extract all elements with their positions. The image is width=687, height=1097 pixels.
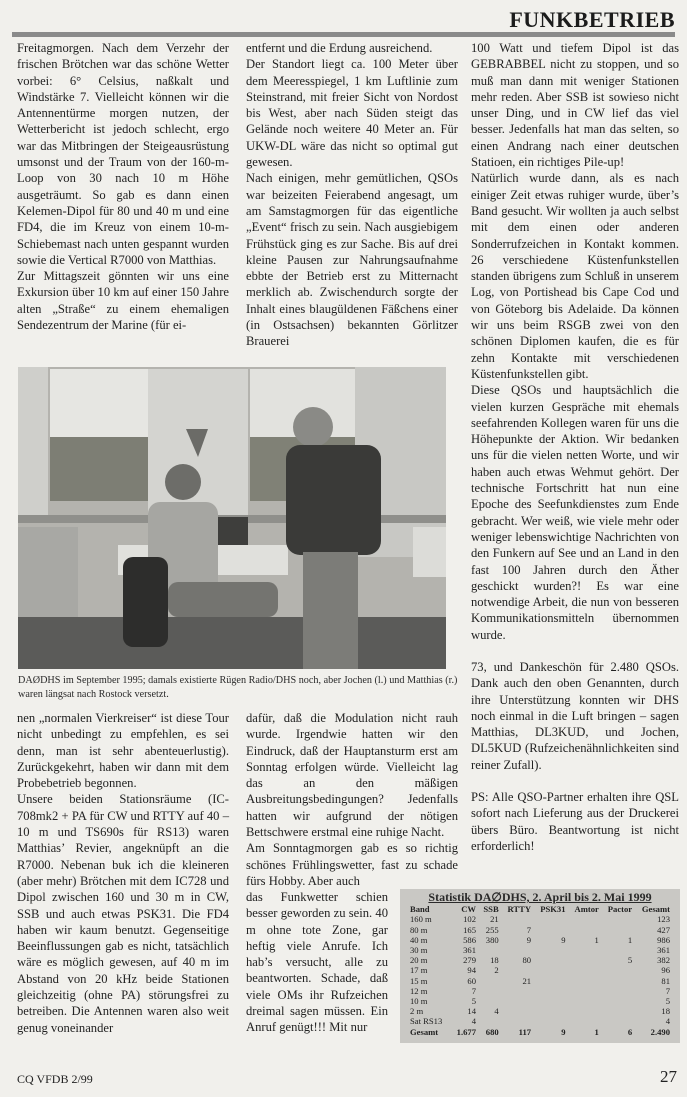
- count-cell: 1: [594, 1026, 599, 1037]
- paragraph: entfernt und die Erdung ausreichend.: [246, 41, 433, 55]
- count-cell: [601, 996, 634, 1006]
- table-row: [408, 1006, 672, 1016]
- table-row: [408, 986, 672, 996]
- count-cell: 5: [665, 996, 670, 1007]
- chair: [123, 557, 168, 647]
- band-cell: Gesamt: [410, 1026, 439, 1037]
- band-cell: 20 m: [410, 955, 428, 966]
- article-column-2-top: [246, 40, 458, 350]
- station-photo: [18, 367, 446, 669]
- count-cell: 2: [494, 965, 499, 976]
- statistics-box: [400, 889, 680, 1043]
- table-row: [408, 965, 672, 975]
- count-cell: [568, 965, 601, 975]
- count-cell: [533, 1016, 567, 1026]
- standing-man-head: [293, 407, 333, 447]
- table-row: [408, 996, 672, 1006]
- count-cell: 117: [518, 1026, 532, 1037]
- count-cell: 123: [657, 914, 670, 925]
- count-cell: 586: [463, 934, 477, 945]
- count-cell: [568, 996, 601, 1006]
- count-cell: 7: [526, 924, 532, 935]
- count-cell: [478, 996, 501, 1006]
- count-cell: [478, 945, 501, 955]
- paragraph: dafür, daß die Modulation nicht rauh wurde. Irgendwie hatten wir den Eindruck, daß der Hauptansturm erst am Sonntag erfolgen würde. Vielleicht lag das an den mäßigen Ausbreitungsbedingungen? Jedenfalls hatten wir aufgrund der nötigen Bettschwere erstmal eine ruhige Nacht.: [246, 711, 458, 840]
- table-row: [408, 976, 672, 986]
- count-cell: 21: [522, 975, 532, 986]
- paragraph: Unsere beiden Stationsräume (IC-708mk2 + PA für CW und RTTY auf 40 – 10 m und TS690s für RS13) waren Matthias’ Revier, angeknüpft an die R7000. Nebenan buk ich die kleineren (aber mehr) Brötchen mit dem IC728 und Dipol zwischen 160 und 30 m in CW, SSB und auch etwas PSK31. Die FD4 haben wir kaum benutzt. Gegenseitige Beeinflussungen gab es nicht, tatsächlich wäre es möglich gewesen, auf 40 m im Abstand von 20 kHz beide Stationen gleichzeitig (ohne PA) störungsfrei zu betreiben. Die Antennen waren also weit genug voneinander: [17, 792, 229, 1035]
- count-cell: [601, 945, 634, 955]
- column-header: Amtor: [574, 904, 599, 915]
- statistics-title: Statistik DA∅DHS, 2. April bis 2. Mai 1999: [428, 890, 652, 904]
- count-cell: 81: [661, 975, 670, 986]
- count-cell: 60: [467, 975, 477, 986]
- band-cell: Sat RS13: [410, 1016, 443, 1027]
- count-cell: 21: [490, 914, 499, 925]
- count-cell: [478, 976, 501, 986]
- count-cell: 7: [665, 985, 670, 996]
- column-header: Band: [410, 904, 430, 915]
- count-cell: [568, 976, 601, 986]
- count-cell: [533, 925, 567, 935]
- count-cell: 9: [561, 1026, 566, 1037]
- seated-man-head: [165, 464, 201, 500]
- count-cell: [478, 1016, 501, 1026]
- count-cell: 6: [627, 1026, 633, 1037]
- column-header: SSB: [483, 904, 499, 915]
- table-total-row: [408, 1027, 672, 1037]
- count-cell: 7: [471, 985, 477, 996]
- band-cell: 160 m: [410, 914, 432, 925]
- count-cell: 680: [485, 1026, 499, 1037]
- count-cell: 4: [494, 1006, 499, 1017]
- section-title: FUNKBETRIEB: [509, 7, 675, 32]
- column-header: RTTY: [507, 904, 532, 915]
- band-cell: 2 m: [410, 1006, 424, 1017]
- count-cell: 96: [661, 965, 670, 976]
- count-cell: 1: [594, 934, 599, 945]
- count-cell: 102: [463, 914, 477, 925]
- count-cell: [568, 1016, 601, 1026]
- paragraph: 100 Watt und tiefem Dipol ist das GEBRABBEL nicht zu stoppen, und so muß man dann mit weniger Stationen mehr reden. Aber SSB ist sowieso nicht unser Ding, und in CW lief das viel besser. Jedenfalls hat man das selten, so einen Andrang nach einer deutschen Statioen, ein richtiges Pile-up!: [471, 41, 679, 170]
- publication-name: CQ VFDB 2/99: [17, 1072, 93, 1086]
- count-cell: 361: [657, 945, 670, 956]
- count-cell: 80: [522, 955, 532, 966]
- table-row: [408, 914, 672, 924]
- paragraph: Freitagmorgen. Nach dem Verzehr der frischen Brötchen war das schöne Wetter vorbei: 6° Celsius, naßkalt und Windstärke 7. Vielleicht können wir die Antennentürme morgen nutzen, der Wetterbericht ist jedoch schlecht, ergo war das Mitbringen der Steigeausrüstung umsonst und der Traum von der 160-m-Loop von 30 nach 10 m Höhe ausgeträumt. So gab es dann einen Kelemen-Dipol für 80 und 40 m und eine FD4, die im Kreuz von einem 10-m-Schiebemast nach unten gespannt wurden sowie die Vertical R7000 von Matthias.: [17, 41, 229, 267]
- count-cell: [478, 986, 501, 996]
- band-cell: 30 m: [410, 945, 428, 956]
- table-row: [408, 945, 672, 955]
- count-cell: [601, 1006, 634, 1016]
- paragraph: Am Sonntagmorgen gab es so richtig schönes Frühlingswetter, fast zu schade fürs Hobby. Aber auch: [246, 841, 458, 888]
- paragraph: 73, und Dankeschön für 2.480 QSOs. Dank auch den oben Genannten, durch ihre Unterstützung konnten wir DHS noch einmal in die Luft bringen – sagen Matthias, DL3KUD, und Jochen, DL5KUD (Rufzeichenähnlichkeiten sind reiner Zufall).: [471, 659, 679, 772]
- count-cell: [501, 986, 533, 996]
- article-column-3: [471, 40, 679, 854]
- count-cell: 18: [490, 955, 499, 966]
- count-cell: [501, 945, 533, 955]
- count-cell: 14: [467, 1006, 477, 1017]
- count-cell: 427: [657, 924, 670, 935]
- count-cell: [568, 986, 601, 996]
- article-column-1-bottom: [17, 710, 229, 1036]
- count-cell: 5: [471, 996, 477, 1007]
- paragraph: Der Standort liegt ca. 100 Meter über dem Meeresspiegel, 1 km Luftlinie zum Steinstrand, mit freier Sicht von Nordost bis West, aber nach Süden steigt das Gelände noch weitere 40 Meter an. Für UKW-DL wäre das nicht so optimal gut gewesen.: [246, 57, 458, 170]
- count-cell: [601, 976, 634, 986]
- band-cell: 15 m: [410, 975, 428, 986]
- table-row: [408, 1016, 672, 1026]
- count-cell: [533, 914, 567, 924]
- paragraph: Diese QSOs und hauptsächlich die vielen kurzen Gespräche mit ehemals seefahrenden Kollegen waren für uns die Höhepunkte der Aktion. Wir bedanken uns für die vielen netten Worte, und wir haben auch etwas Wehmut gehört. Der technische Fortschritt hat nun eine Epoche des Seefunkdienstes zum Ende gebracht. Wer weiß, wie viele mehr oder weniger lebenswichtige Nachrichten von den Funkern auf See und an Land in den fast 100 Jahren durch den Äther geschickt wurden?! Es war eine notwendige Arbeit, die nun von besseren Kommunikationsmitteln übernommen wurde.: [471, 383, 679, 642]
- count-cell: [533, 986, 567, 996]
- count-cell: [533, 996, 567, 1006]
- count-cell: [533, 955, 567, 965]
- count-cell: [533, 1006, 567, 1016]
- photo-caption: DAØDHS im September 1995; damals existierte Rügen Radio/DHS noch, aber Jochen (l.) und Matthias (r.) waren längsat nach Rostock versetzt.: [18, 675, 458, 700]
- article-column-2-bottom: [246, 710, 458, 889]
- column-header: PSK31: [540, 904, 566, 915]
- column-header: Gesamt: [641, 904, 670, 915]
- band-cell: 10 m: [410, 996, 428, 1007]
- count-cell: 4: [471, 1016, 477, 1027]
- paragraph: PS: Alle QSO-Partner erhalten ihre QSL sofort nach Lieferung aus der Druckerei übers Büro. Beantwortung ist nicht erforderlich!: [471, 790, 679, 853]
- paragraph: Nach einigen, mehr gemütlichen, QSOs war beizeiten Feierabend angesagt, um am Samstagmorgen für das eigentliche „Event“ frisch zu sein. Nach ausgiebigem Frühstück ging es zur Sache. Bis auf drei kleine Pausen zur Nahrungsaufnahme ebbte der Betrieb erst zu Mitternacht merklich ab. Zwischendurch sorgte der Inhalt eines blaugüldenen Fäßchens einer (in Ostsachsen) bekannten Görlitzer Brauerei: [246, 171, 458, 349]
- column-header: CW: [461, 904, 477, 915]
- count-cell: 279: [463, 955, 477, 966]
- count-cell: [533, 945, 567, 955]
- count-cell: 9: [561, 934, 566, 945]
- count-cell: [601, 986, 634, 996]
- article-column-2-narrow: [246, 889, 388, 1036]
- count-cell: [501, 1006, 533, 1016]
- table-header-row: [408, 904, 672, 914]
- band-cell: 12 m: [410, 985, 428, 996]
- count-cell: [568, 955, 601, 965]
- count-cell: [568, 925, 601, 935]
- paragraph: das Funkwetter schien besser geworden zu sein. 40 m ohne tote Zone, gar heftig viele Anrufe. Ich hab’s versucht, alle zu beantworten. Schade, daß viele OMs ihr Rufzeichen dreimal sagen müssen. Ein Anruf genügt!!! Mit nur: [246, 890, 388, 1035]
- count-cell: 361: [463, 945, 477, 956]
- count-cell: [533, 976, 567, 986]
- count-cell: 94: [467, 965, 477, 976]
- count-cell: 9: [526, 934, 532, 945]
- statistics-table: [408, 904, 672, 1037]
- article-column-1-top: [17, 40, 229, 333]
- count-cell: [601, 925, 634, 935]
- count-cell: [501, 1016, 533, 1026]
- header-rule: [12, 32, 675, 37]
- table-row: [408, 925, 672, 935]
- count-cell: 5: [627, 955, 633, 966]
- paragraph: Zur Mittagszeit gönnten wir uns eine Exkursion über 10 km auf einer 150 Jahre alten „Straße“ zu einem ehemaligen Sendezentrum der Marine (für ei-: [17, 269, 229, 333]
- count-cell: [601, 914, 634, 924]
- count-cell: [568, 945, 601, 955]
- count-cell: 18: [661, 1006, 670, 1017]
- count-cell: 1: [627, 934, 633, 945]
- count-cell: [533, 965, 567, 975]
- count-cell: [601, 965, 634, 975]
- count-cell: 986: [657, 934, 670, 945]
- count-cell: 382: [657, 955, 670, 966]
- table-row: [408, 955, 672, 965]
- count-cell: 380: [485, 934, 499, 945]
- count-cell: [501, 965, 533, 975]
- column-header: Pactor: [607, 904, 633, 915]
- count-cell: 1.677: [456, 1026, 477, 1037]
- band-cell: 80 m: [410, 924, 428, 935]
- table-row: [408, 935, 672, 945]
- band-cell: 40 m: [410, 934, 428, 945]
- count-cell: 255: [485, 924, 499, 935]
- count-cell: 165: [463, 924, 477, 935]
- page-number: 27: [660, 1067, 677, 1086]
- paragraph: Natürlich wurde dann, als es nach einiger Zeit etwas ruhiger wurde, über’s Band gesucht. Wir wollten ja auch selbst mit dem einen oder anderen Sonderrufzeichen in Kontakt kommen. 26 verschiedene Küstenfunkstellen standen übrigens zum Schluß in unserem Log, von Portishead bis Cape Cod und von Göteborg bis Adelaide. Da können wir uns beim RSGB zwei von den schönen Diplomen kaufen, die es für zehn Kontakte mit verschiedenen Küstenfunkstellen gibt.: [471, 171, 679, 381]
- paragraph: nen „normalen Vierkreiser“ ist diese Tour nicht unbedingt zu empfehlen, es sei denn, man ist sehr abenteuerlustig). Zurückgekehrt, haben wir dann mit dem Probebetrieb begonnen.: [17, 711, 229, 791]
- count-cell: 2.490: [650, 1026, 670, 1037]
- count-cell: [568, 914, 601, 924]
- count-cell: [501, 914, 533, 924]
- count-cell: 4: [665, 1016, 670, 1027]
- count-cell: [501, 996, 533, 1006]
- band-cell: 17 m: [410, 965, 428, 976]
- count-cell: [601, 1016, 634, 1026]
- count-cell: [568, 1006, 601, 1016]
